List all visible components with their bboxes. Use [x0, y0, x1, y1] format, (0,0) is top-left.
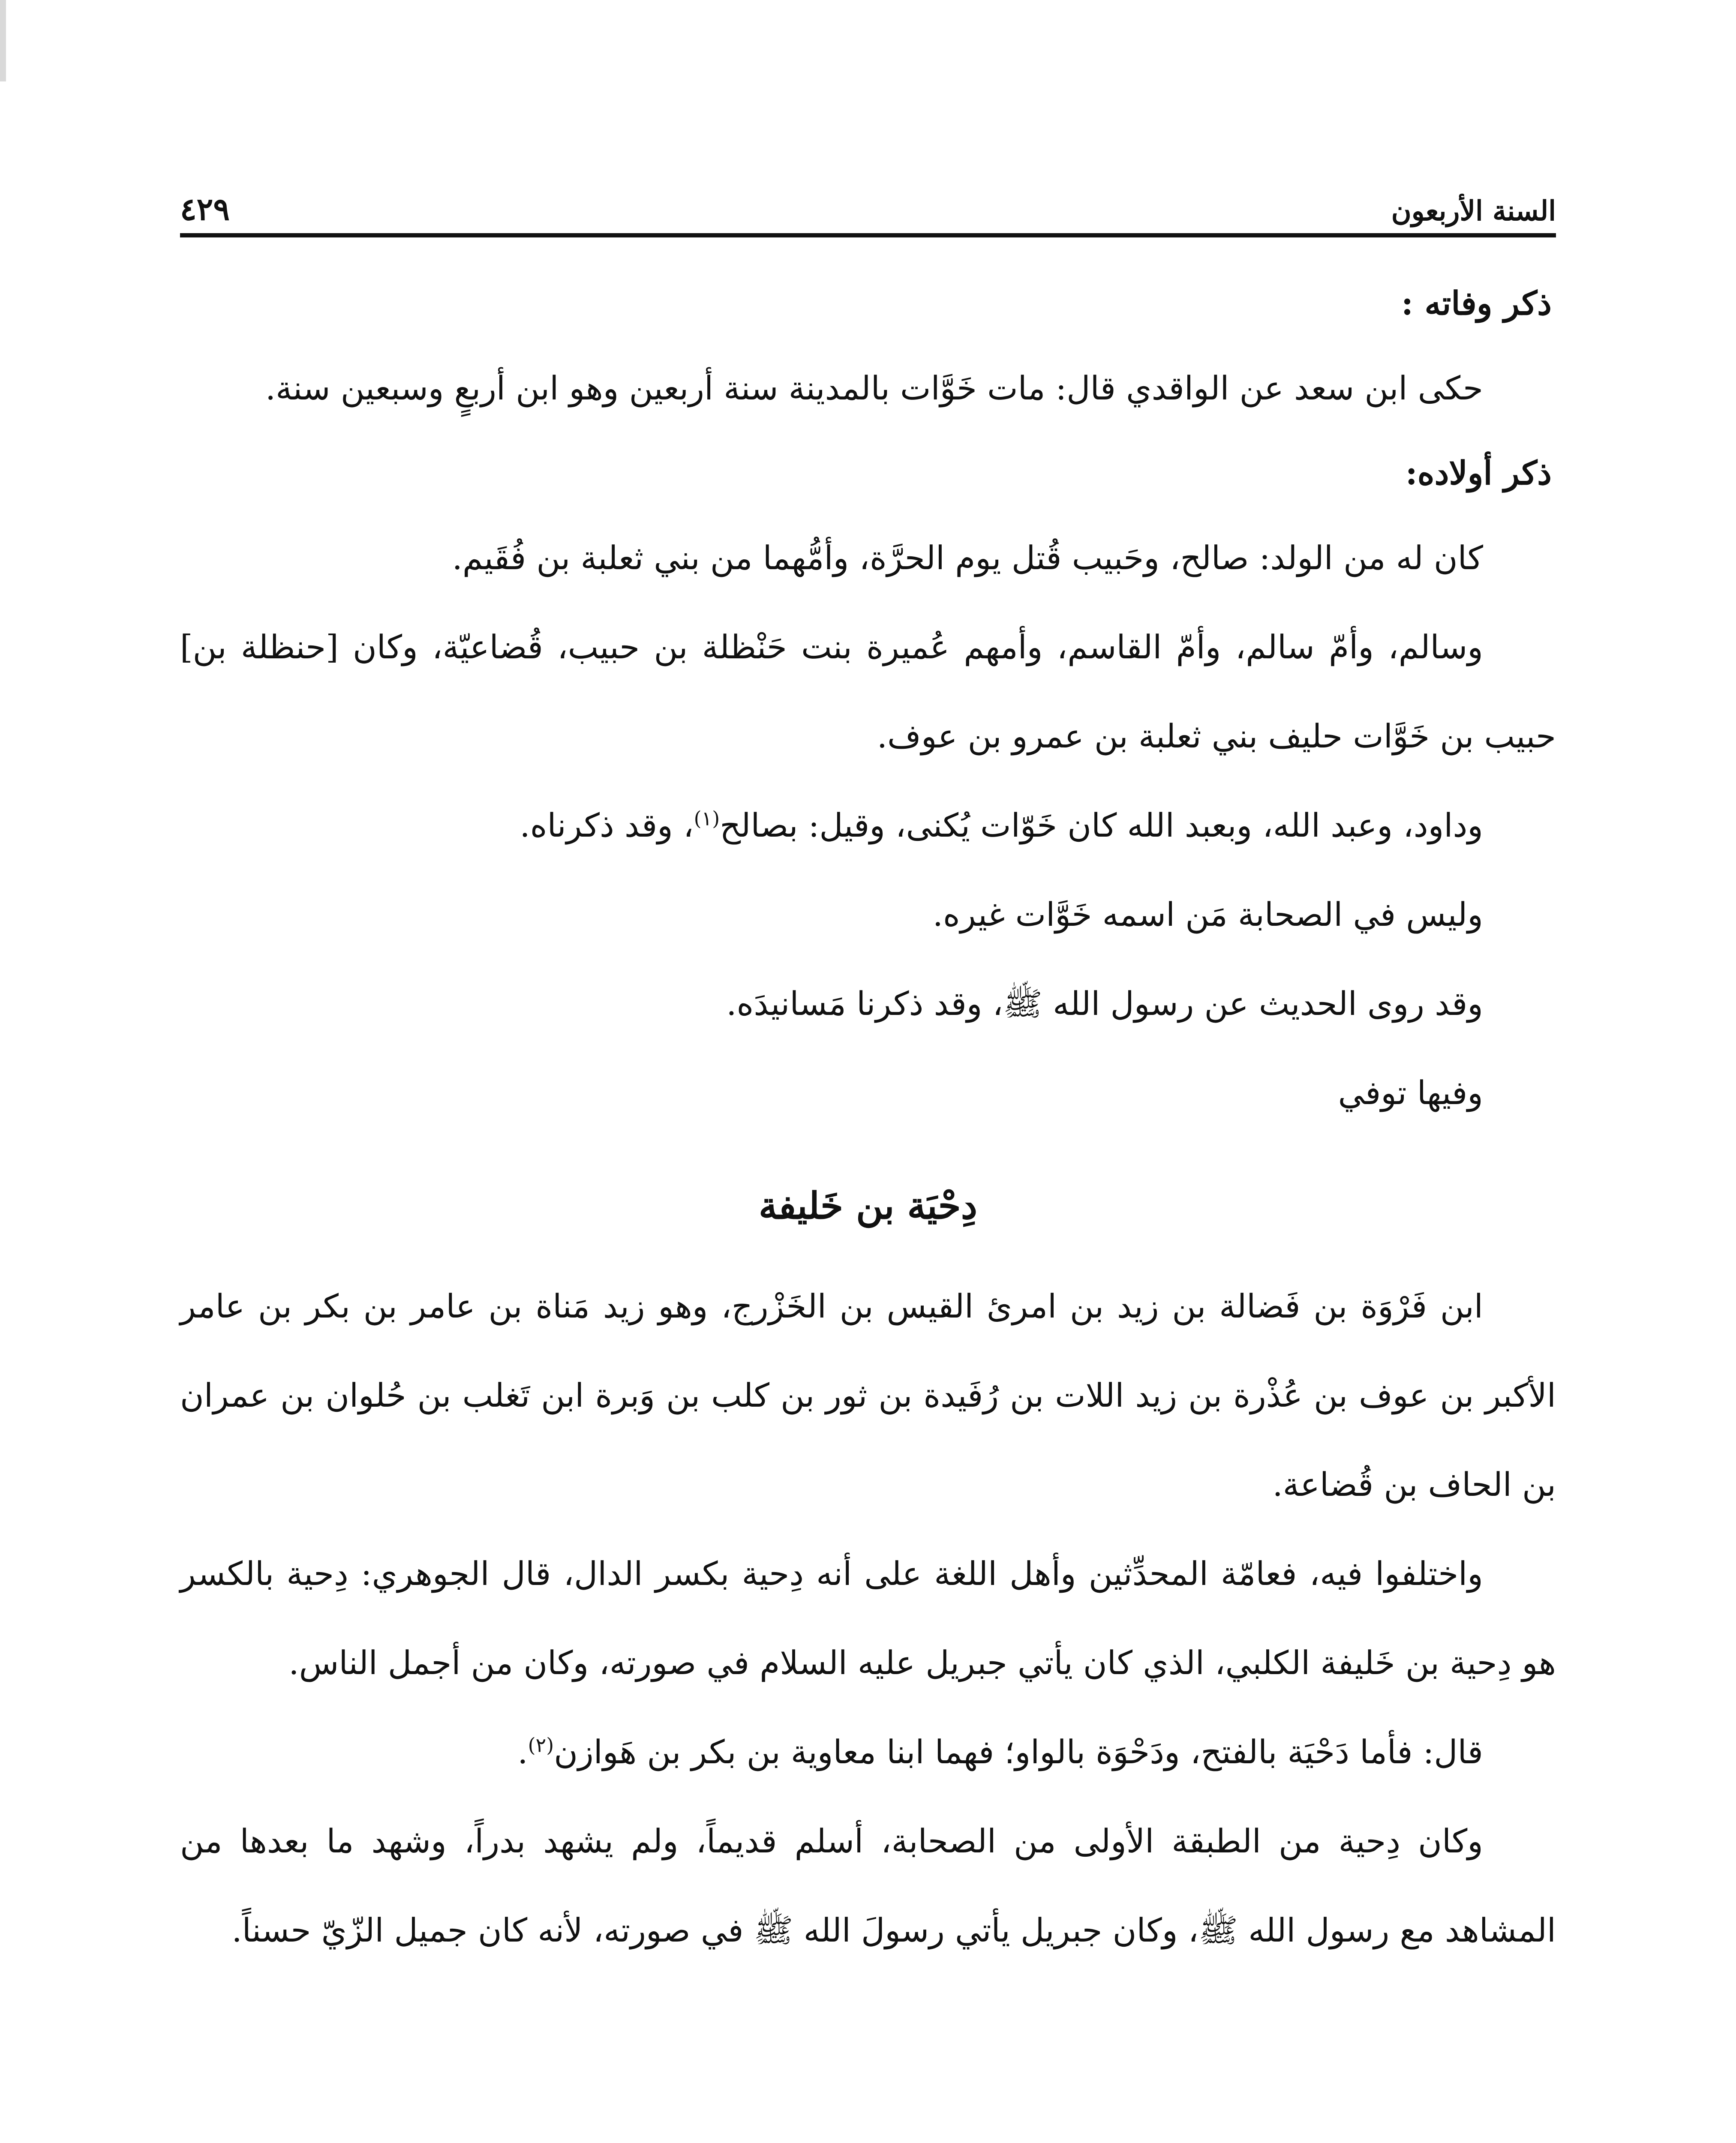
children-paragraph-3 [180, 781, 1556, 870]
biography-paragraph-3 [180, 1708, 1556, 1797]
children-paragraph-4: وليس في الصحابة مَن اسمه خَوَّات غيره. [932, 895, 1483, 933]
biography-paragraph-1: ابن فَرْوَة بن فَضالة بن زيد بن امرئ القيس بن الخَزْرج، وهو زيد مَناة بن عامر بن بكر بن عامر الأكبر بن عوف بن عُذْرة بن زيد اللات بن رُفَيدة بن ثور بن كلب بن وَبرة ابن تَغلب بن حُلوان بن عمران بن الحاف بن قُضاعة. [180, 1287, 1556, 1504]
page-number: ٤٢٩ [180, 191, 230, 227]
footnote-ref-1: (١) [694, 807, 720, 830]
page-header [180, 163, 1556, 227]
binding-edge [0, 0, 6, 81]
children-heading: ذكر أولاده: [1405, 454, 1552, 492]
biography-paragraph-3-end: . [517, 1733, 528, 1771]
children-paragraph-6: وفيها توفي [1338, 1074, 1483, 1112]
death-paragraph: حكى ابن سعد عن الواقدي قال: مات خَوَّات بالمدينة سنة أربعين وهو ابن أربعٍ وسبعين سنة. [265, 369, 1483, 407]
children-paragraph-1: كان له من الولد: صالح، وحَبيب قُتل يوم الحرَّة، وأمُّهما من بني ثعلبة بن فُقَيم. [452, 539, 1483, 577]
footnote-ref-2: (٢) [528, 1733, 554, 1757]
death-heading: ذكر وفاته : [1401, 284, 1552, 322]
running-title: السنة الأربعون [1391, 195, 1556, 227]
biography-paragraph-2: واختلفوا فيه، فعامّة المحدِّثين وأهل اللغة على أنه دِحية بكسر الدال، قال الجوهري: دِحية بالكسر هو دِحية بن خَليفة الكلبي، الذي كان يأتي جبريل عليه السلام في صورته، وكان من أجمل الناس. [180, 1555, 1556, 1682]
biography-paragraph-3-text: قال: فأما دَحْيَة بالفتح، ودَحْوَة بالواو؛ فهما ابنا معاوية بن بكر بن هَوازن [554, 1733, 1483, 1771]
header-rule [180, 233, 1556, 237]
children-paragraph-3-end: ، وقد ذكرناه. [520, 806, 694, 844]
children-paragraph-5: وقد روى الحديث عن رسول الله ﷺ، وقد ذكرنا مَسانيدَه. [726, 984, 1483, 1023]
children-paragraph-2: وسالم، وأمّ سالم، وأمّ القاسم، وأمهم عُميرة بنت حَنْظلة بن حبيب، قُضاعيّة، وكان [حنظلة بن] حبيب بن خَوَّات حليف بني ثعلبة بن عمرو بن عوف. [180, 628, 1556, 755]
children-paragraph-3-text: وداود، وعبد الله، وبعبد الله كان خَوّات يُكنى، وقيل: بصالح [720, 806, 1483, 844]
biography-paragraph-4: وكان دِحية من الطبقة الأولى من الصحابة، أسلم قديماً، ولم يشهد بدراً، وشهد ما بعدها من المشاهد مع رسول الله ﷺ، وكان جبريل يأتي رسولَ الله ﷺ في صورته، لأنه كان جميل الزّيّ حسناً. [180, 1822, 1556, 1949]
book-page [180, 163, 1556, 1975]
biography-title: دِحْيَة بن خَليفة [759, 1184, 977, 1228]
